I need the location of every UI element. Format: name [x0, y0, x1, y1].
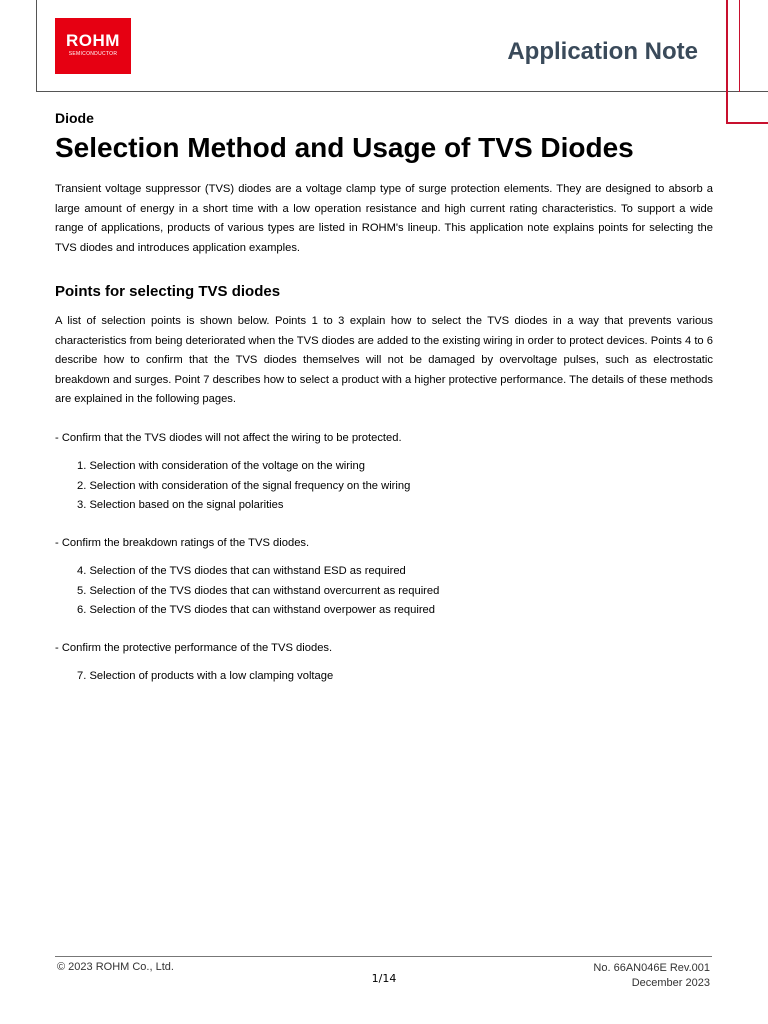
accent-red-vertical-line — [726, 0, 728, 124]
document-category: Diode — [55, 110, 94, 126]
group-label-wiring: - Confirm that the TVS diodes will not affect the wiring to be protected. — [55, 431, 402, 444]
list-breakdown — [55, 562, 713, 621]
group-label-protection: - Confirm the protective performance of the TVS diodes. — [55, 641, 333, 654]
list-item: 3. Selection based on the signal polarities — [77, 499, 284, 511]
rohm-logo — [55, 18, 131, 74]
document-title: Selection Method and Usage of TVS Diodes — [55, 132, 634, 163]
list-item: 5. Selection of the TVS diodes that can withstand overcurrent as required — [77, 584, 440, 597]
doc-date: December 2023 — [631, 977, 710, 989]
logo-wordmark: ROHM — [66, 31, 120, 50]
doc-number: No. 66AN046E Rev.001 — [593, 962, 710, 974]
header-frame-left-line — [36, 0, 37, 92]
header-frame-bottom-line — [36, 91, 768, 92]
footer-copyright: © 2023 ROHM Co., Ltd. — [57, 961, 174, 973]
selection-overview-paragraph: A list of selection points is shown below. Points 1 to 3 explain how to select the TVS diodes in a way that prevents various characteristics from being deteriorated when the TVS diodes are added to the existing wiring in order to protect devices. Points 4 to 6 describe how to confirm that the TVS diodes themselves will not be damaged by overvoltage pulses, such as electrostatic breakdown and surges. Point 7 describes how to select a product with a higher protective performance. The details of these methods are explained in the following pages. — [55, 315, 713, 405]
list-item: 6. Selection of the TVS diodes that can withstand overpower as required — [77, 604, 436, 616]
list-item: 2. Selection with consideration of the signal frequency on the wiring — [77, 479, 411, 492]
group-label-breakdown: - Confirm the breakdown ratings of the TVS diodes. — [55, 536, 310, 549]
accent-red-thin-line — [739, 0, 740, 92]
main-content — [55, 108, 713, 687]
page-number: 1/14 — [371, 972, 397, 985]
footer-divider — [55, 956, 712, 957]
intro-paragraph: Transient voltage suppressor (TVS) diodes are a voltage clamp type of surge protection elements. They are designed to absorb a large amount of energy in a short time with a low operation resistance and high current rating characteristics. To support a wide range of applications, products of various types are listed in ROHM's lineup. This application note explains points for selecting the TVS diodes and introduces application examples. — [55, 183, 713, 254]
list-item: 7. Selection of products with a low clamping voltage — [77, 670, 334, 682]
section-heading: Points for selecting TVS diodes — [55, 283, 281, 300]
list-wiring — [55, 457, 713, 516]
list-protection — [55, 667, 713, 687]
logo-subtitle: SEMICONDUCTOR — [68, 51, 118, 57]
list-item: 1. Selection with consideration of the voltage on the wiring — [77, 460, 365, 472]
accent-red-horizontal-line — [726, 122, 768, 124]
footer-doc-info — [593, 961, 710, 991]
document-type-heading: Application Note — [507, 38, 698, 65]
list-item: 4. Selection of the TVS diodes that can withstand ESD as required — [77, 565, 406, 577]
